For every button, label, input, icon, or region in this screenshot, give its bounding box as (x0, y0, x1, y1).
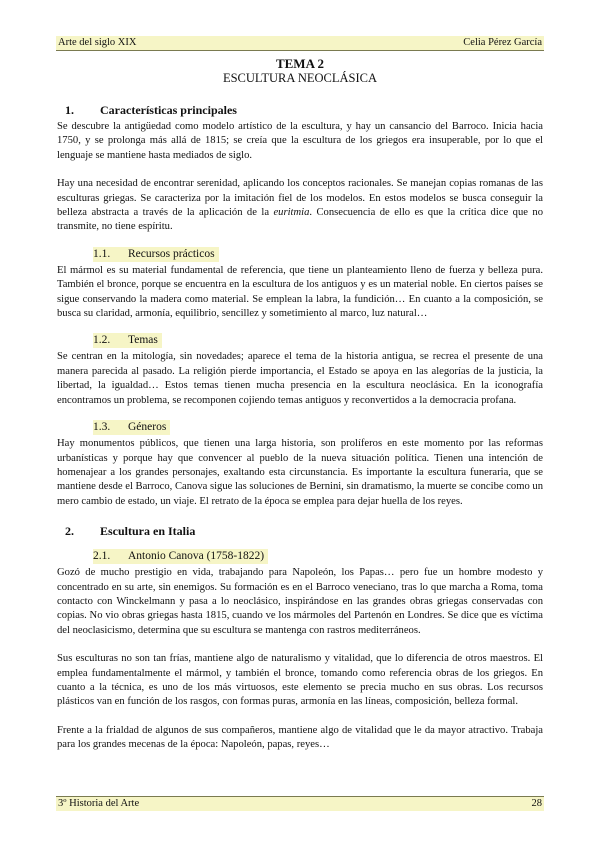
subsection-number: 1.1. (93, 247, 111, 260)
header-author: Celia Pérez García (463, 37, 542, 48)
section-number: 2. (65, 524, 74, 539)
paragraph: Frente a la frialdad de algunos de sus compañeros, mantiene algo de vitalidad que le da mayor atractivo. Trabaja para los grandes mecenas de la época: Napoleón, papas, reyes… (57, 724, 543, 751)
paragraph: El mármol es su material fundamental de referencia, que tiene un planteamiento lleno de fuerza y belleza pura. También el bronce, porque se encuentra en la escultura de los antiguos y es un material noble. En ciertos países se sigue conservando la madera como material. Se emplean la labra, la fundición… En cuanto a la composición, se busca su claridad, armonía, equilibrio, sencillez y sometimiento al marco, luz natural… (57, 264, 543, 320)
subsection-number: 2.1. (93, 550, 111, 563)
emphasis-euritmia: euritmia (273, 207, 310, 219)
doc-title: TEMA 2 (275, 56, 325, 71)
section-title: Escultura en Italia (100, 524, 196, 539)
footer-course: 3º Historia del Arte (58, 798, 140, 809)
subsection-title: Temas (128, 334, 158, 347)
header-course: Arte del siglo XIX (58, 37, 137, 48)
paragraph: Gozó de mucho prestigio en vida, trabajando para Napoleón, los Papas… pero fue un hombre modesto y concentrado en su arte, sin enemigos. Su formación es en el Barroco veneciano, tras lo que marcha a Roma, toma contacto con Winckelmann y pasa a lo neoclásico, inspirándose en las grandes obras griegas conservadas con copias. No vio obras griegas hasta 1815, cuando ve los mármoles del Partenón en Londres. Se dice que es víctima del neoclasicismo, determina que su escultura se mantenga con rastros mediterráneos. (57, 567, 543, 636)
subsection-1-2-heading (93, 333, 162, 348)
section-title: Características principales (100, 103, 237, 117)
page-header (56, 36, 544, 51)
paragraph: Sus esculturas no son tan frías, mantiene algo de naturalismo y vitalidad, que lo diferencia de otros maestros. El emplea fundamentalmente el mármol, y también el bronce, tomando como referencia obras de los griegos. En cuanto a la técnica, es uno de los más virtuosos, este elemento se precia mucho en sus obras. Los recursos plásticos van en función de los rasgos, con formas puras, armonía en las líneas, composición, belleza formal. (57, 653, 543, 708)
subsection-title: Antonio Canova (1758-1822) (128, 550, 265, 563)
paragraph: Hay una necesidad de encontrar serenidad, aplicando los conceptos racionales. Se manejan copias romanas de las esculturas griegas. Se caracteriza por la imitación fiel de los modelos. En estos modelos se busca conseguir la belleza abstracta a través de la aplicación de la euritmia. Consecuencia de ello es que la crítica dice que no transmite, no tiene espíritu. (57, 178, 543, 233)
subsection-title: Recursos prácticos (128, 247, 215, 260)
page-number: 28 (531, 798, 542, 809)
paragraph: Se centran en la mitología, sin novedades; aparece el tema de la historia antigua, se recrea el presente de una manera parecida al pasado. La religión pierde importancia, el Estado se apoya en las alegorías de la justicia, la libertad, la igualdad… Estos temas tienen mucha presencia en la escultura neoclásica. En la iconografía encontramos un problema, se recomponen cojiendo temas antiguos y reconvertidos a la democracia profana. (57, 351, 543, 406)
subsection-title: Géneros (128, 421, 167, 434)
document-body (57, 54, 543, 753)
page-footer (56, 796, 544, 811)
doc-subtitle: ESCULTURA NEOCLÁSICA (222, 71, 378, 85)
subsection-number: 1.3. (93, 421, 111, 434)
paragraph: Se descubre la antigüedad como modelo artístico de la escultura, y hay un cansancio del Barroco. Inicia hacia 1750, y se prolonga más allá de 1815; se creía que la escultura de los griegos era insuperable, por lo que el lenguaje se mantiene hasta mediados de siglo. (57, 121, 543, 161)
section-1-heading (57, 102, 543, 118)
section-2-heading (57, 523, 543, 539)
section-number: 1. (65, 103, 74, 117)
paragraph: Hay monumentos públicos, que tienen una larga historia, son prolíferos en este momento por las reformas urbanísticas y porque hay que convencer al pueblo de la nueva situación política. Tienen una intención de homenajear a los grandes personajes, exaltando esta circunstancia. Es importante la escultura funeraria, que se mantiene desde el Barroco, Canova sigue las soluciones de Bernini, sin dramatismo, la muerte se concibe como un mero cambio de estado, un viaje. El retrato de la época se emplea para dejar huella de los reyes. (57, 438, 543, 507)
subsection-2-1-heading (93, 549, 268, 564)
subsection-number: 1.2. (93, 334, 111, 347)
subsection-1-3-heading (93, 420, 170, 435)
subsection-1-1-heading (93, 247, 219, 262)
